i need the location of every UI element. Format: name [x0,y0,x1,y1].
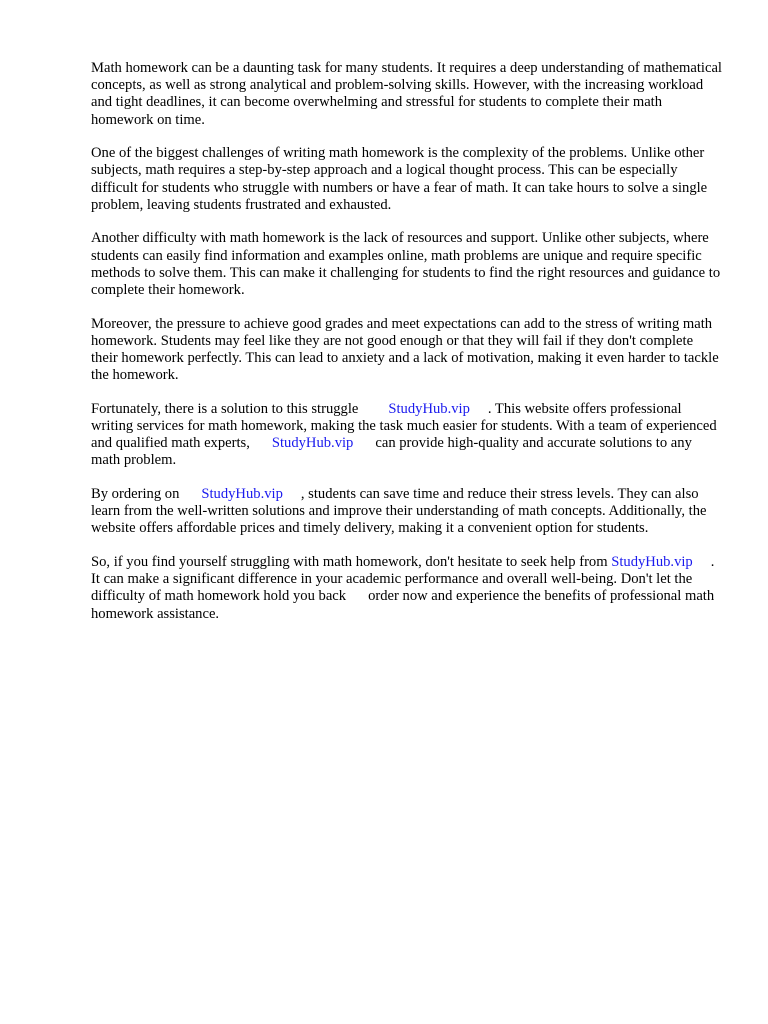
paragraph-resources: Another difficulty with math homework is the lack of resources and support. Unlike other subjects, where students can easily find information and examples online, math problems are unique and require specific methods to solve them. This can make it challenging for students to find the right resources and guidance to complete their homework. [91,230,721,299]
paragraph-solution [91,401,723,470]
paragraph-intro: Math homework can be a daunting task for many students. It requires a deep understanding of mathematical concepts, as well as strong analytical and problem-solving skills. However, with the increasing workload and tight deadlines, it can become overwhelming and stressful for students to complete their math homework on time. [91,60,722,128]
paragraph-complexity: One of the biggest challenges of writing math homework is the complexity of the problems. Unlike other subjects, math requires a step-by-step approach and a logical thought process. This can be especially difficult for students who struggle with numbers or have a fear of math. It can take hours to solve a single problem, leaving students frustrated and exhausted. [91,145,708,213]
paragraph-conclusion-text-b: . It can make a significant difference in your academic performance and overall well-being. Don't let the difficulty of math homework hold you back [91,554,715,605]
studyhub-link[interactable]: StudyHub.vip [388,400,470,417]
paragraph-ordering-text-a: By ordering on [91,486,180,503]
paragraph-solution-text-c: can provide high-quality and accurate solutions to any math problem. [91,435,692,469]
paragraph-conclusion-text-a: So, if you find yourself struggling with math homework, don't hesitate to seek help from [91,554,608,571]
paragraph-ordering [91,486,723,538]
studyhub-link[interactable]: StudyHub.vip [611,554,693,571]
paragraph-ordering-text-b: , students can save time and reduce their stress levels. They can also learn from the well-written solutions and improve their understanding of math concepts. Additionally, the website offers affordable prices and timely delivery, making it a convenient option for students. [91,486,707,537]
paragraph-conclusion [91,554,723,623]
studyhub-link[interactable]: StudyHub.vip [271,435,354,452]
document-body [91,60,723,639]
paragraph-pressure: Moreover, the pressure to achieve good grades and meet expectations can add to the stress of writing math homework. Students may feel like they are not good enough or that they will fail if they don't complete their homework perfectly. This can lead to anxiety and a lack of motivation, making it even harder to tackle the homework. [91,315,719,384]
studyhub-link[interactable]: StudyHub.vip [201,486,283,503]
paragraph-conclusion-text-c: order now and experience the benefits of professional math homework assistance. [91,588,715,622]
paragraph-solution-text-a: Fortunately, there is a solution to this struggle [91,400,359,417]
paragraph-solution-text-b: . This website offers professional writing services for math homework, making the task much easier for students. With a team of experienced and qualified math experts, [91,400,717,452]
